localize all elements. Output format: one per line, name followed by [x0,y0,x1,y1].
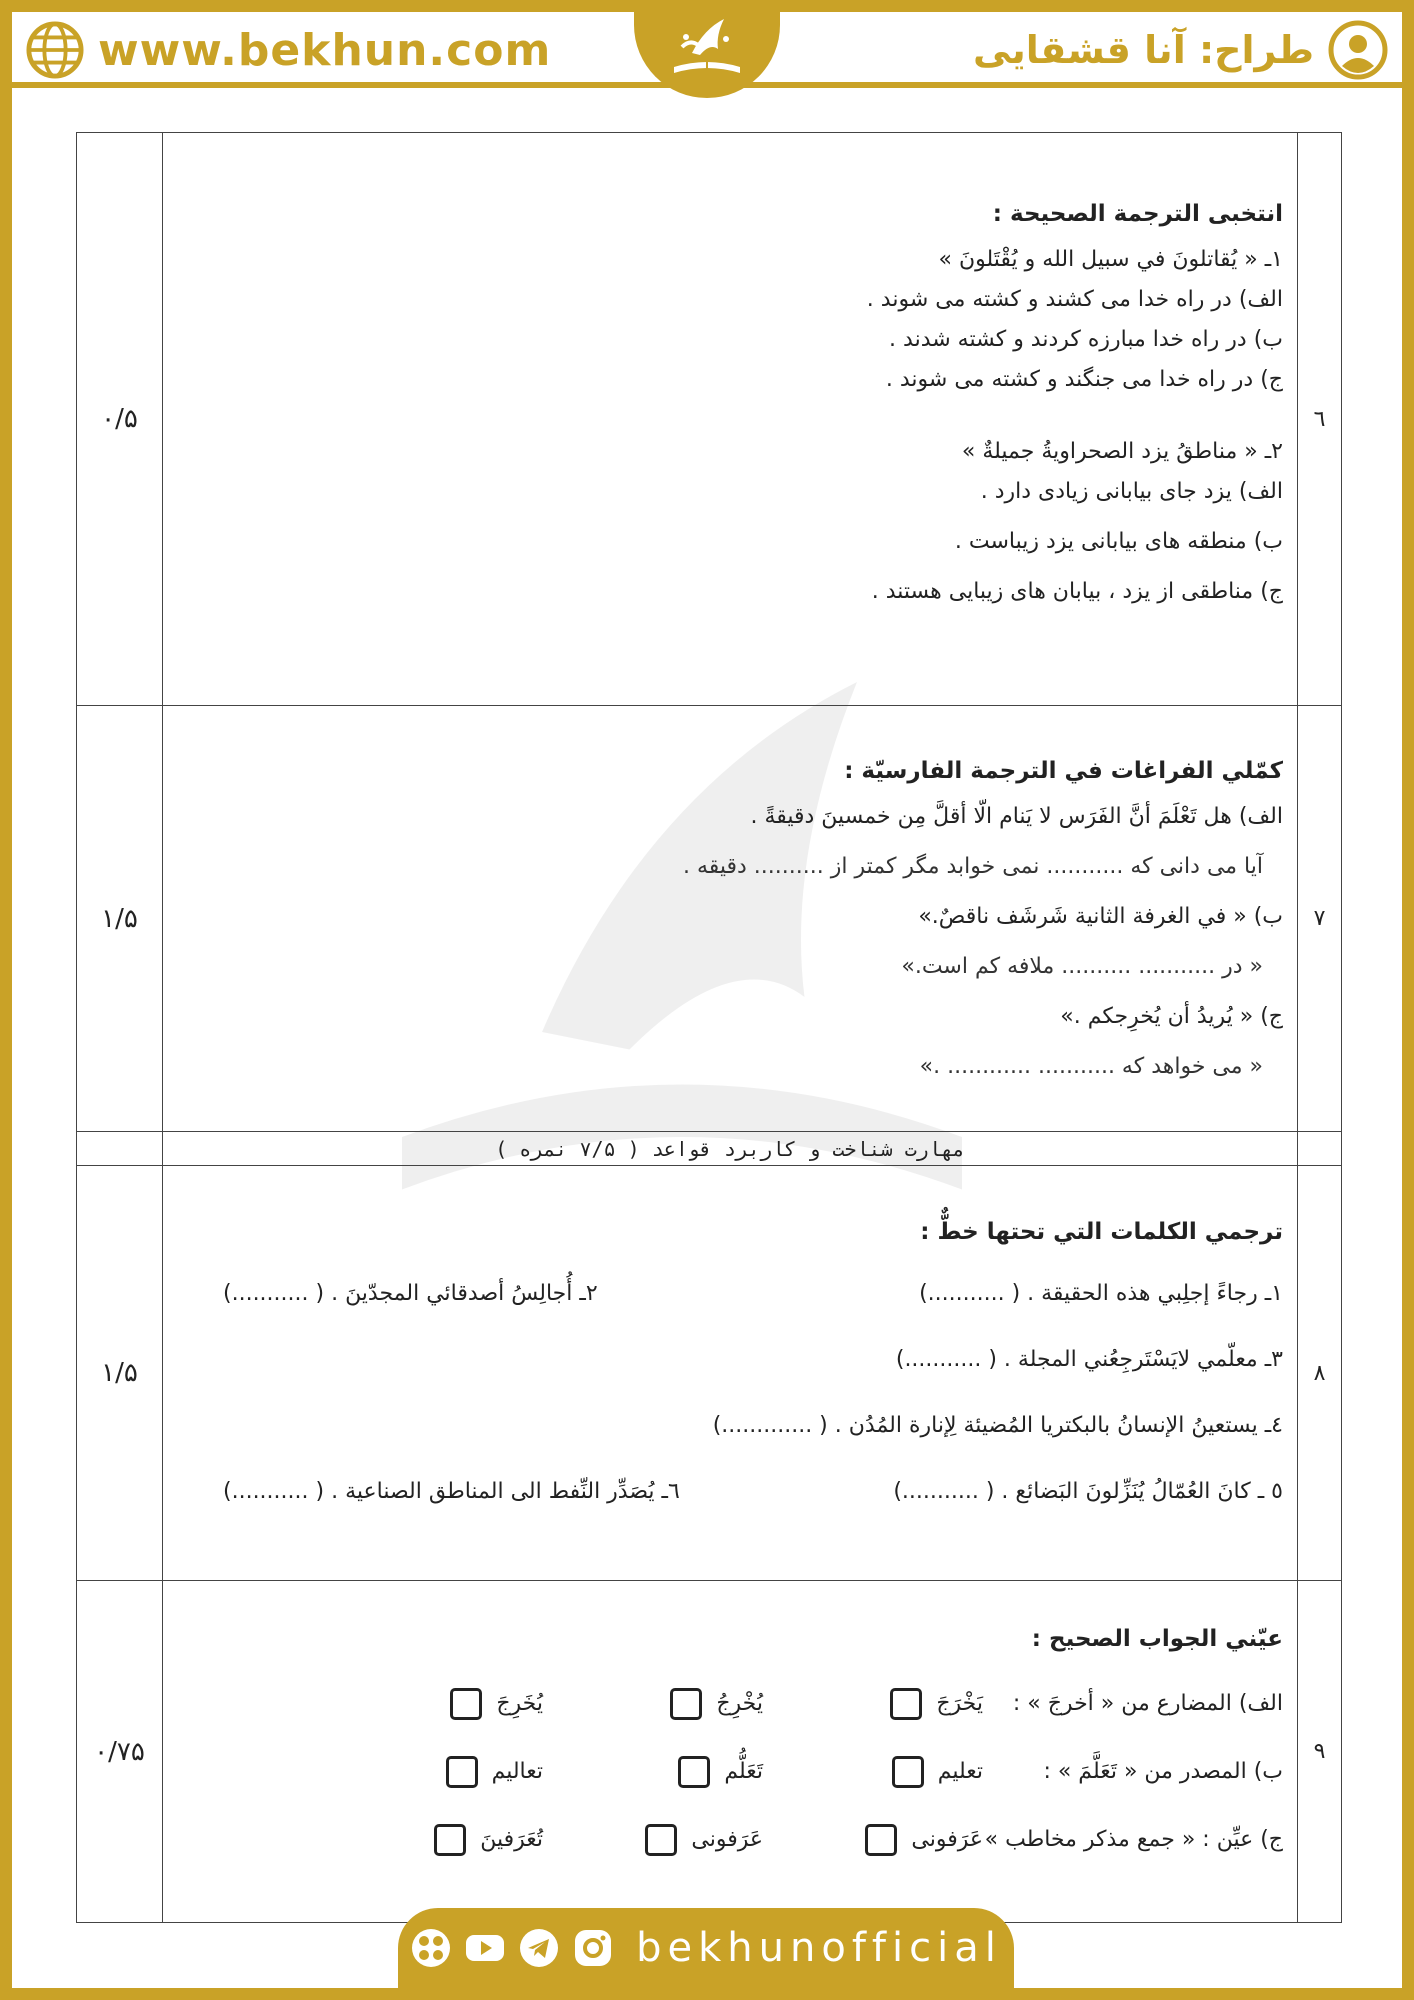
choice-label: ج) عيِّن : « جمع مذكر مخاطب » [984,1826,1283,1852]
choice-text: تُعَرَفينَ [480,1826,543,1852]
designer-credit [973,22,1388,78]
site-link[interactable] [26,22,551,78]
choice-text: يُخْرِجُ [716,1690,763,1716]
checkbox[interactable] [670,1688,702,1720]
sentence-4: ٤ـ يستعينُ الإنسانُ بالبكتريا المُضيئة لِإنارة المُدُن . ( .............) [712,1413,1283,1438]
choice-option[interactable] [323,1820,543,1860]
question-title: کمّلي الفراغات في الترجمة الفارسيّة : [844,757,1283,784]
choice-option[interactable] [763,1684,983,1724]
choice-text: تَعَلُّم [724,1758,763,1784]
question-title: عيّني الجواب الصحيح : [1031,1625,1283,1652]
question-row-6 [77,133,1342,706]
option-c: ج) مناطقی از یزد ، بیابان های زیبایی هستند . [871,579,1283,604]
section-header-row [77,1132,1342,1166]
site-url: www.bekhun.com [98,24,552,76]
question-content [163,1166,1298,1581]
social-handle: bekhunofficial [636,1925,1002,1971]
sentence-pair [183,1472,1283,1512]
choice-row [183,1817,1283,1863]
sentence-persian: « می خواهد که ........... ............ .» [919,1053,1263,1079]
choice-option[interactable] [543,1684,763,1724]
choice-label: ب) المصدر من « تَعَلَّمَ » : [1043,1758,1283,1784]
checkbox[interactable] [434,1824,466,1856]
globe-icon [26,21,84,79]
footer-bar [398,1908,1014,1988]
sentence-6: ٦ـ يُصَدِّر النِّفط الى المناطق الصناعية . ( ...........) [223,1479,680,1504]
question-row-8 [77,1166,1342,1581]
question-number: ٨ [1298,1166,1342,1581]
question-content [163,706,1298,1132]
checkbox[interactable] [865,1824,897,1856]
question-content [163,133,1298,706]
choice-row [183,1749,1283,1795]
option-a: الف) در راه خدا می کشند و کشته می شوند . [866,287,1283,312]
choice-text: يُخَرِجَ [496,1690,543,1716]
question-number: ٦ [1298,133,1342,706]
checkbox[interactable] [890,1688,922,1720]
question-row-9 [77,1581,1342,1923]
choice-option[interactable] [323,1752,543,1792]
choice-option[interactable] [763,1752,983,1792]
choice-option[interactable] [763,1820,983,1860]
exam-page [12,12,1402,1988]
choice-text: يَخْرَجَ [936,1690,983,1716]
sentence-persian: « در ........... .......... ملافه کم است.» [901,953,1263,979]
section-title: مهارت شناخت و کاربرد قواعد ( ۷/۵ نمره ) [163,1132,1298,1166]
option-c: ج) در راه خدا می جنگند و کشته می شوند . [885,367,1283,392]
question-title: انتخبی الترجمة الصحیحة : [992,201,1283,227]
sentence-1: ١ـ رجاءً إجلِبي هذه الحقيقة . ( ...........) [919,1281,1283,1306]
option-a: الف) یزد جای بیابانی زیادی دارد . [980,479,1283,504]
sentence-2: ٢ـ أُجالِسُ أصدقائي المجدّينَ . ( ...........) [223,1281,598,1306]
choice-label: الف) المضارع من « أخرجَ » : [1012,1690,1283,1716]
choice-option[interactable] [543,1820,763,1860]
sentence-5: ٥ ـ كانَ العُمّالُ يُنَزِّلونَ البَضائع . ( ...........) [893,1479,1283,1504]
aparat-icon[interactable] [410,1927,452,1969]
sentence-persian: آیا می دانی که ........... نمی خوابد مگر کمتر از .......... دقیقه . [682,853,1263,879]
option-b: ب) منطقه های بیابانی یزد زیباست . [954,529,1283,554]
question-title: ترجمي الكلمات التي تحتها خطٌّ : [920,1219,1283,1245]
telegram-icon[interactable] [518,1927,560,1969]
sentence-arabic: الف) هل تَعْلَمَ أنَّ الفَرَس لا يَنام الّا أقلَّ مِن خمسينَ دقيقةً . [750,803,1283,829]
checkbox[interactable] [678,1756,710,1788]
instagram-icon[interactable] [572,1927,614,1969]
score-cell: ١/۵ [77,706,163,1132]
choice-text: تعاليم [491,1758,543,1784]
choice-text: عَرَفونی [911,1826,983,1852]
checkbox[interactable] [446,1756,478,1788]
choice-row [183,1681,1283,1727]
checkbox[interactable] [645,1824,677,1856]
item-stem: ٢ـ « مناطقُ یزد الصحراویةُ جمیلةٌ » [961,439,1283,464]
user-icon [1328,20,1388,80]
checkbox[interactable] [450,1688,482,1720]
score-cell: ۰/۷۵ [77,1581,163,1923]
book-logo-icon [662,9,752,89]
header-bar [12,12,1402,88]
sentence-arabic: ب) « في الغرفة الثانية شَرشَف ناقصٌ.» [918,903,1283,929]
item-stem: ١ـ « يُقاتلونَ في سبيل الله و يُقْتَلونَ » [938,247,1283,272]
question-number: ٧ [1298,706,1342,1132]
sentence-pair [183,1274,1283,1314]
sentence-arabic: ج) « يُريدُ أن يُخرِجكم .» [1060,1003,1283,1029]
score-cell: ١/۵ [77,1166,163,1581]
question-content [163,1581,1298,1923]
youtube-icon[interactable] [464,1927,506,1969]
score-cell: ۰/۵ [77,133,163,706]
choice-option[interactable] [543,1752,763,1792]
question-row-7 [77,706,1342,1132]
choice-option[interactable] [323,1684,543,1724]
exam-table [76,132,1342,1923]
option-b: ب) در راه خدا مبارزه کردند و کشته شدند . [889,327,1283,352]
choice-text: تعليم [937,1758,983,1784]
designer-name: طراح: آنا قشقایی [973,28,1314,72]
sentence-3: ٣ـ معلّمي لايَسْتَرجِعُني المجلة . ( ...........) [895,1347,1283,1372]
brand-logo [634,0,780,98]
checkbox[interactable] [892,1756,924,1788]
choice-text: عَرَفونی [691,1826,763,1852]
question-number: ٩ [1298,1581,1342,1923]
